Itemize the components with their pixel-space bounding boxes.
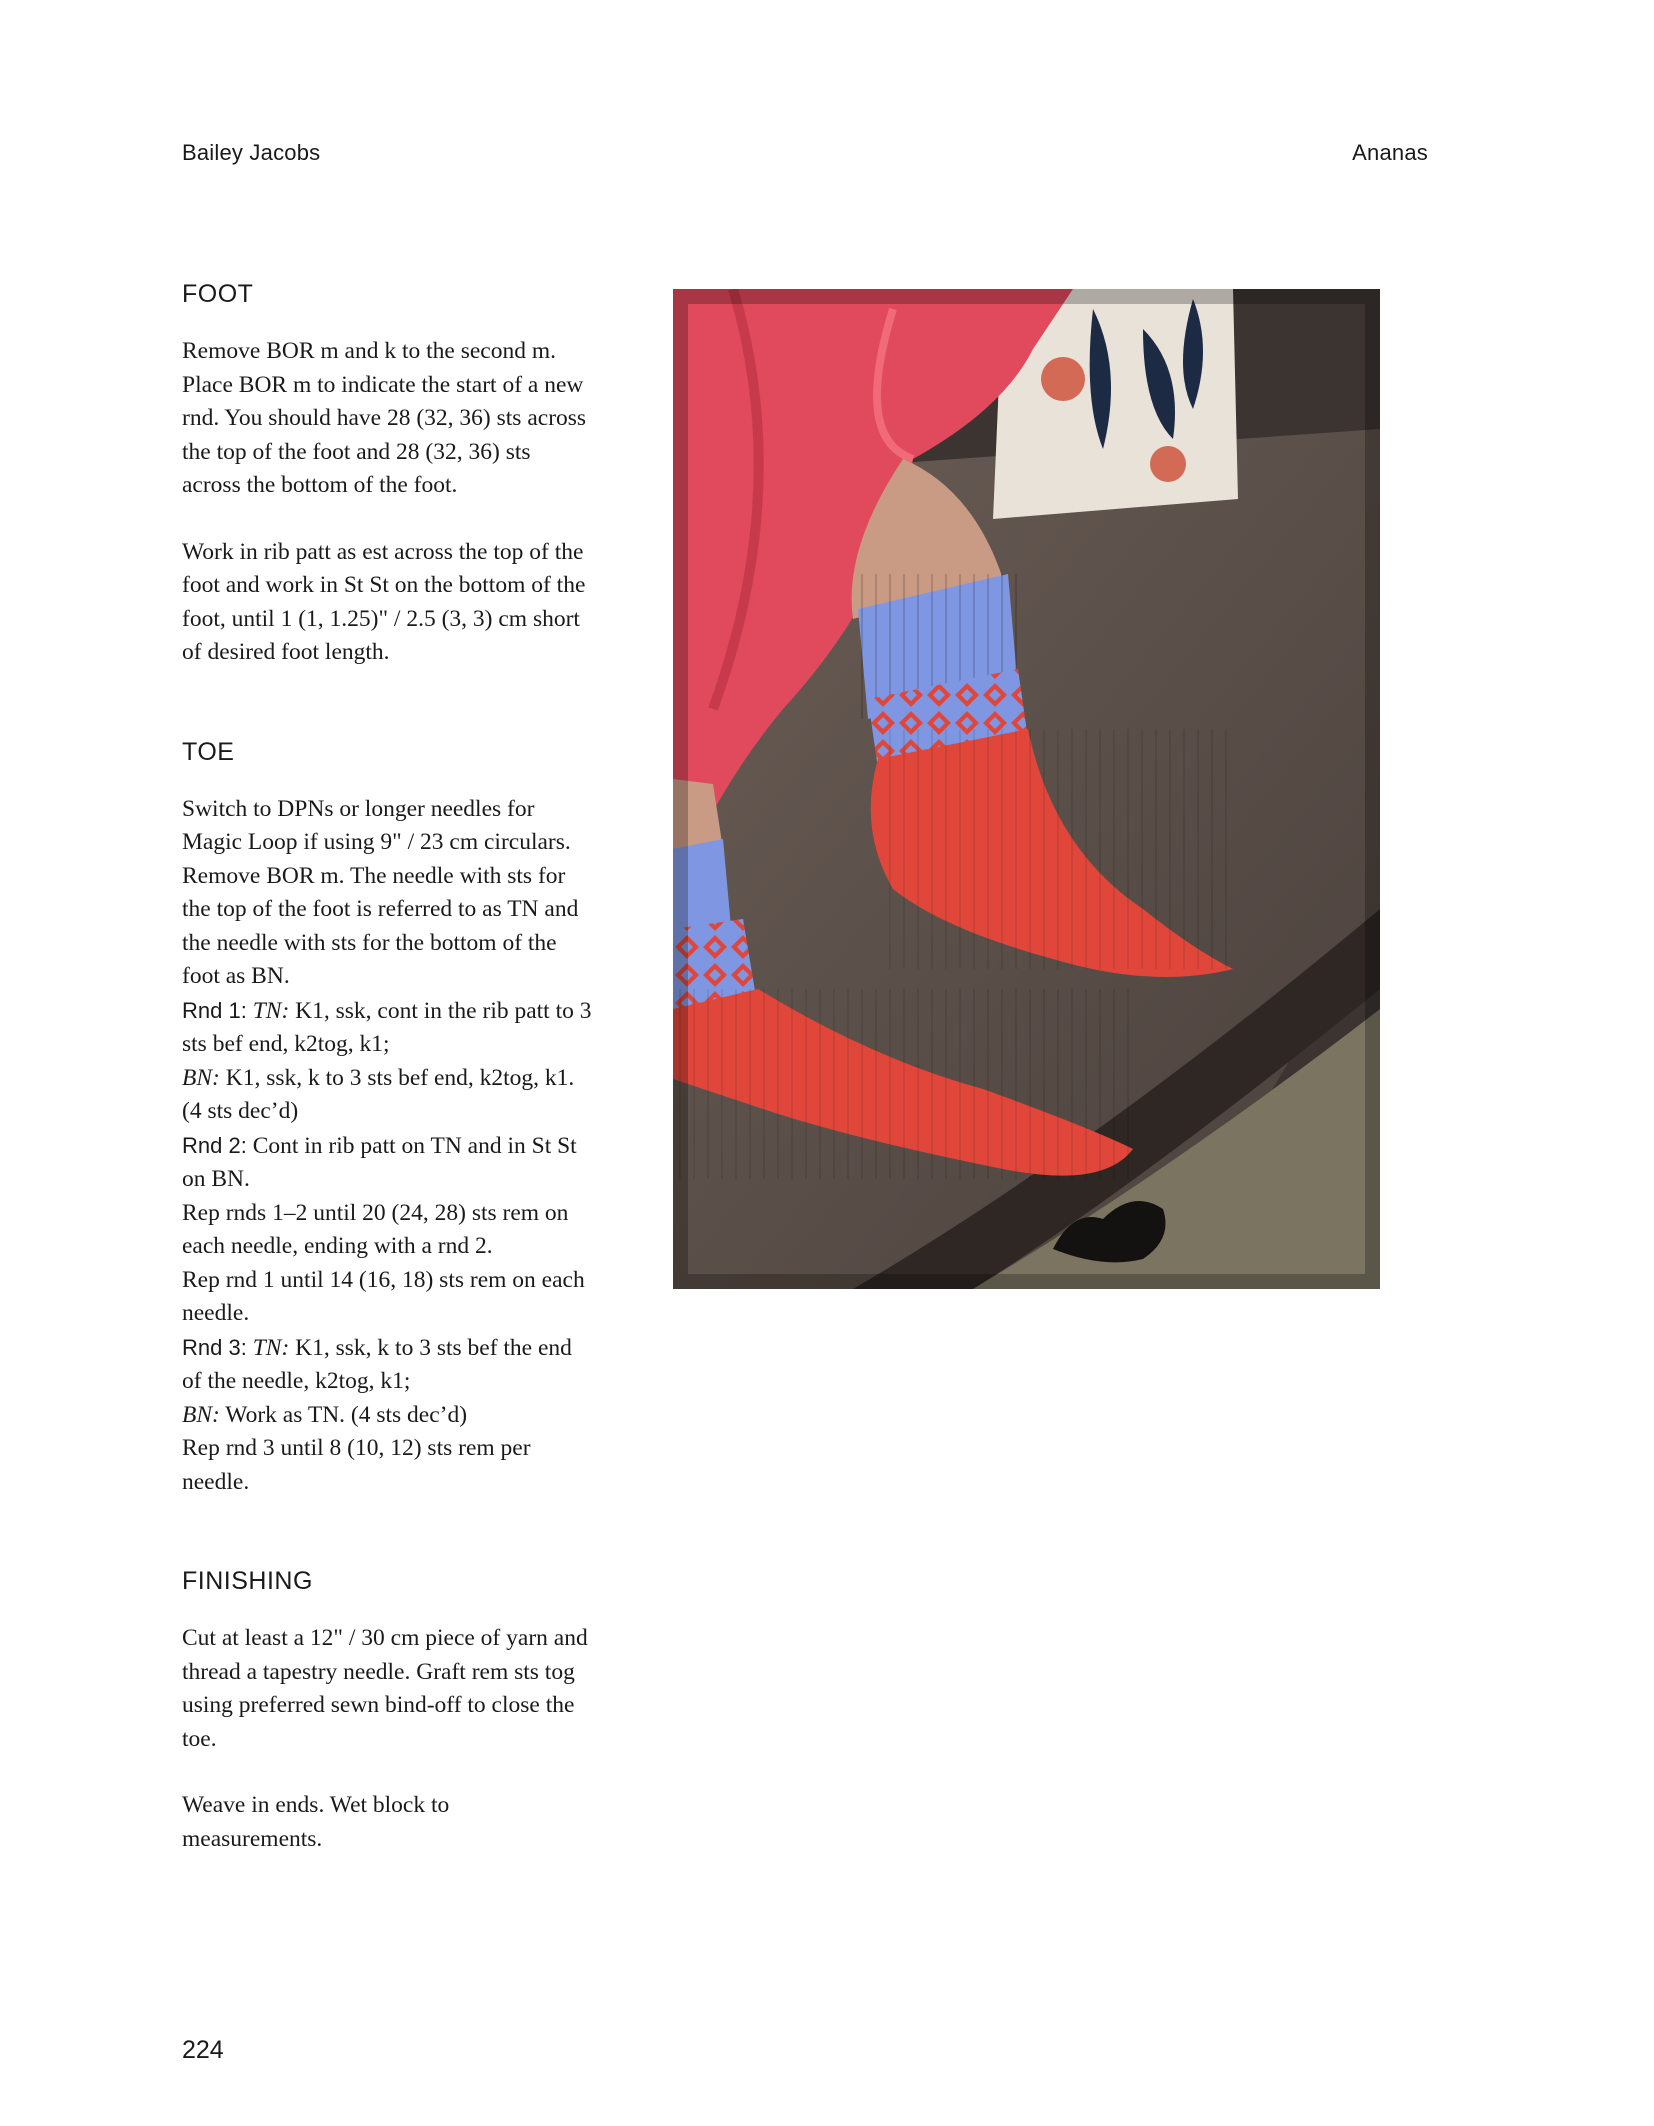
- sock-photo: [673, 289, 1380, 1289]
- rnd-3-label: Rnd 3:: [182, 1334, 247, 1360]
- running-head-author: Bailey Jacobs: [182, 140, 321, 165]
- toe-rnd-1-bn: [182, 1062, 592, 1129]
- toe-rnd-3: [182, 1331, 592, 1399]
- rnd-1-tn-text: K1, ssk, cont in the rib patt to 3 sts bef end, k2tog, k1;: [182, 997, 592, 1057]
- finishing-section: [182, 1567, 592, 1856]
- rnd-1-tn-label: TN:: [252, 997, 290, 1024]
- rnd-3-tn-text: K1, ssk, k to 3 sts bef the end of the needle, k2tog, k1;: [182, 1334, 572, 1394]
- toe-rnd-1: [182, 994, 592, 1062]
- rnd-3-bn-text: Work as TN. (4 sts dec’d): [219, 1401, 468, 1428]
- toe-rnd-2: [182, 1129, 592, 1197]
- rnd-1-bn-text: K1, ssk, k to 3 sts bef end, k2tog, k1. (4 sts dec’d): [182, 1064, 575, 1124]
- finishing-paragraph-2: Weave in ends. Wet block to measurements.: [182, 1792, 450, 1852]
- foot-heading: FOOT: [182, 280, 254, 308]
- rnd-1-bn-label: BN:: [182, 1064, 220, 1091]
- foot-section: [182, 280, 592, 670]
- upper-sock-foot-rib: [878, 729, 1238, 969]
- toe-repeat-3: Rep rnd 3 until 8 (10, 12) sts rem per needle.: [182, 1435, 531, 1495]
- toe-rnd-3-bn: [182, 1399, 592, 1433]
- toe-heading: TOE: [182, 737, 235, 766]
- toe-intro: Switch to DPNs or longer needles for Magic Loop if using 9" / 23 cm circulars. Remove BOR m. The needle with sts for the top of the foot is referred to as TN and the needle with sts for the bottom of the foot as BN.: [182, 795, 579, 989]
- toe-repeat-2: Rep rnd 1 until 14 (16, 18) sts rem on each needle.: [182, 1266, 585, 1326]
- cushion-dot: [1150, 446, 1186, 482]
- lower-sock-foot-rib: [673, 989, 1133, 1179]
- rnd-3-tn-label: TN:: [252, 1334, 290, 1361]
- finishing-paragraph-1: Cut at least a 12" / 30 cm piece of yarn and thread a tapestry needle. Graft rem sts tog using preferred sewn bind-off to close the toe.: [182, 1625, 588, 1752]
- finishing-heading: FINISHING: [182, 1567, 313, 1595]
- running-head-pattern-name: Ananas: [1352, 140, 1428, 165]
- rnd-1-label: Rnd 1:: [182, 997, 247, 1023]
- foot-paragraph-1: Remove BOR m and k to the second m. Place BOR m to indicate the start of a new rnd. You should have 28 (32, 36) sts across the top of the foot and 28 (32, 36) sts across the bottom of the foot.: [182, 338, 587, 498]
- instructions-column: [182, 280, 592, 1924]
- rnd-3-bn-label: BN:: [182, 1401, 220, 1428]
- toe-section: [182, 738, 592, 1500]
- page-number: 224: [182, 2036, 224, 2064]
- toe-repeat-1: Rep rnds 1–2 until 20 (24, 28) sts rem on each needle, ending with a rnd 2.: [182, 1199, 569, 1259]
- cushion-dot: [1041, 357, 1085, 401]
- rnd-2-text: Cont in rib patt on TN and in St St on BN.: [182, 1132, 577, 1192]
- rnd-2-label: Rnd 2:: [182, 1132, 247, 1158]
- foot-paragraph-2: Work in rib patt as est across the top of the foot and work in St St on the bottom of the foot, until 1 (1, 1.25)" / 2.5 (3, 3) cm short of desired foot length.: [182, 538, 586, 665]
